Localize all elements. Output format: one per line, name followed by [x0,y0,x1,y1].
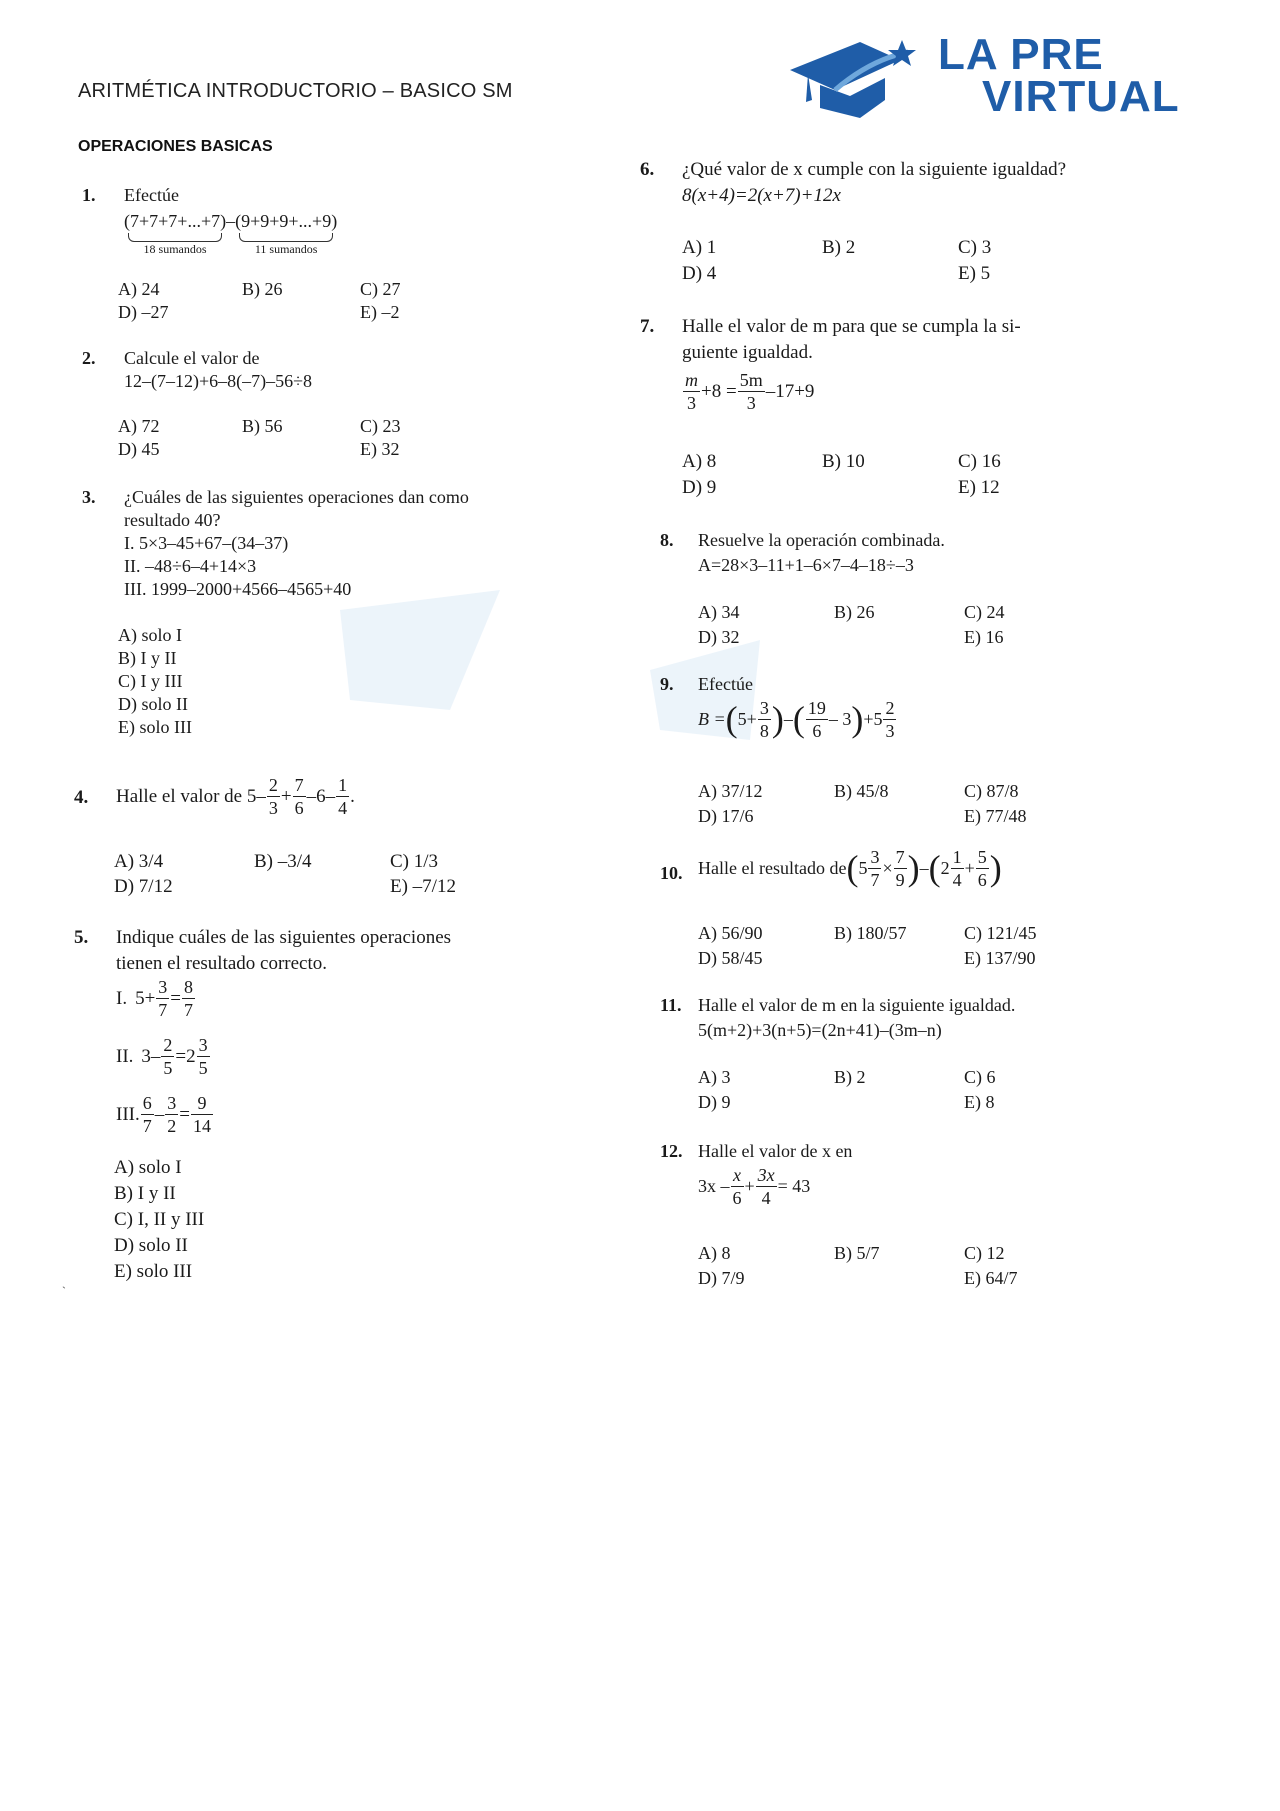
term: +5 [863,709,883,729]
numerator: 3 [759,698,769,718]
paren-open: ( [928,848,941,888]
option-d: D) 7/12 [114,876,173,897]
question-prompt: Halle el valor de m en la siguiente igualdad. [698,995,1016,1015]
numerator: 3 [198,1035,208,1055]
paren-close: ) [851,699,864,739]
question-11 [660,994,1200,1114]
denominator: 5 [198,1058,208,1078]
numerator: 3 [870,847,880,867]
term: –17+9 [765,381,815,402]
option-d: D) –27 [118,302,169,322]
option-a: A) solo I [118,625,182,645]
paren-open: ( [792,699,805,739]
term: = 43 [777,1176,811,1196]
fraction [951,848,964,889]
numerator: 2 [885,698,895,718]
question-number: 10. [660,863,683,883]
fraction [197,1036,210,1077]
option-d: D) 9 [698,1092,731,1112]
option-a: A) 56/90 [698,923,763,943]
fraction [161,1036,174,1077]
paren-close: ) [989,848,1002,888]
option-a: A) 34 [698,602,740,622]
label-b: 11 sumandos [254,242,318,256]
operator: – [154,1104,165,1125]
fraction [883,699,896,740]
denominator: 9 [895,870,905,890]
question-number: 3. [82,487,96,507]
expr-a: (7+7+7+...+7) [124,211,227,231]
option-a: A) 3 [698,1067,731,1087]
question-prompt: Calcule el valor de [124,348,260,368]
option-b: B) I y II [118,648,177,668]
question-9 [660,673,1200,833]
fraction [683,371,700,412]
question-number: 7. [640,316,655,337]
denominator: 6 [732,1188,742,1208]
option-c: C) 12 [964,1243,1005,1263]
question-number: 11. [660,995,682,1015]
denominator: 8 [759,721,769,741]
option-d: D) 32 [698,627,740,647]
question-number: 5. [74,927,89,948]
question-expression [116,776,355,817]
question-prompt: Efectúe [124,185,179,205]
statement-label: III. [116,1104,140,1125]
numerator: 1 [952,847,962,867]
term: 5+ [135,988,156,1009]
fraction-2 [293,776,306,817]
option-b: B) –3/4 [254,851,312,872]
statement-ii: II. –48÷6–4+14×3 [124,556,257,576]
denominator: 2 [167,1116,177,1136]
option-c: C) 6 [964,1067,996,1087]
question-prompt-line1: Halle el valor de m para que se cumpla la si- [682,316,1021,337]
section-title: OPERACIONES BASICAS [78,138,273,155]
equals: =2 [175,1046,196,1067]
fraction [156,978,169,1019]
question-5 [74,926,594,1286]
question-prompt: Resuelve la operación combinada. [698,530,945,550]
option-d: D) 45 [118,439,160,459]
fraction [165,1094,178,1135]
fraction [191,1094,213,1135]
underbrace-b [235,210,337,256]
numerator: 19 [807,698,826,718]
option-b: B) 10 [822,451,865,472]
denominator: 5 [163,1058,173,1078]
option-b: B) 56 [242,416,283,436]
fraction [806,699,828,740]
option-e: E) 8 [964,1092,995,1112]
question-expression [682,371,814,412]
option-c: C) 87/8 [964,781,1019,801]
graduation-cap-icon [790,30,930,120]
prompt-text: Halle el valor de 5– [116,786,266,807]
question-expression [698,699,897,740]
question-number: 2. [82,348,96,368]
option-a: A) 8 [682,451,717,472]
option-a: A) 72 [118,416,160,436]
fraction-1 [267,776,280,817]
whole: 2 [940,858,950,878]
option-c: C) I y III [118,671,183,691]
question-prompt-line1: Indique cuáles de las siguientes operaciones [116,927,452,948]
option-e: E) 77/48 [964,806,1027,826]
question-number: 6. [640,159,655,180]
numerator: 8 [184,977,194,997]
option-b: B) 45/8 [834,781,889,801]
option-e: E) 32 [360,439,400,459]
numerator: 9 [191,1094,213,1115]
option-d: D) 7/9 [698,1268,745,1288]
denominator: 7 [870,870,880,890]
option-d: D) solo II [114,1235,188,1256]
option-b: B) 2 [822,237,856,258]
question-prompt-line2: tienen el resultado correcto. [116,953,328,974]
numerator: 2 [163,1035,173,1055]
statement-i [116,978,196,1019]
question-4 [74,776,594,906]
question-10 [660,848,1200,978]
option-d: D) solo II [118,694,188,714]
numerator: 5m [739,370,763,390]
label-a: 18 sumandos [143,242,207,256]
logo [790,30,1190,120]
denominator: 6 [977,870,987,890]
question-expression: 12–(7–12)+6–8(–7)–56÷8 [124,371,313,391]
option-c: C) 3 [958,237,992,258]
question-expression [698,848,1002,889]
option-e: E) –2 [360,302,400,322]
expr-b: (9+9+9+...+9) [235,211,338,231]
statement-iii [116,1094,214,1135]
statement-i: I. 5×3–45+67–(34–37) [124,533,289,553]
term: 3– [141,1046,161,1067]
denominator: 3 [885,721,895,741]
operator: × [882,858,893,878]
fraction-3 [336,776,349,817]
fraction [868,848,881,889]
option-c: C) 24 [964,602,1005,622]
option-d: D) 4 [682,263,717,284]
option-a: A) 3/4 [114,851,164,872]
question-6 [640,158,1200,288]
denominator: 4 [338,798,348,818]
paren-close: ) [771,699,784,739]
option-c: C) 121/45 [964,923,1037,943]
option-a: A) 24 [118,279,160,299]
statement-label: II. [116,1046,134,1067]
fraction [141,1094,154,1135]
term: 5+ [737,709,757,729]
operator: – [919,858,929,878]
minus-sign: – [226,211,236,231]
option-a: A) solo I [114,1157,182,1178]
question-number: 8. [660,530,674,550]
option-e: E) solo III [118,717,192,737]
option-c: C) 27 [360,279,401,299]
question-7 [640,315,1200,505]
question-number: 1. [82,185,96,205]
term: 3x – [698,1176,730,1196]
denominator: 7 [184,1000,194,1020]
fraction [182,978,195,1019]
option-d: D) 17/6 [698,806,754,826]
option-b: B) 180/57 [834,923,907,943]
option-a: A) 1 [682,237,717,258]
question-prompt-line2: guiente igualdad. [682,342,813,363]
fraction [894,848,907,889]
option-c: C) 23 [360,416,401,436]
numerator: 1 [338,775,348,795]
numerator: 2 [268,775,278,795]
question-expression: 8(x+4)=2(x+7)+12x [682,185,841,206]
question-prompt: ¿Qué valor de x cumple con la siguiente igualdad? [682,159,1067,180]
statement-iii: III. 1999–2000+4566–4565+40 [124,579,352,599]
option-d: D) 58/45 [698,948,763,968]
option-d: D) 9 [682,477,717,498]
option-e: E) –7/12 [390,876,456,897]
denominator: 3 [687,393,696,413]
option-b: B) 26 [242,279,283,299]
denominator: 3 [268,798,278,818]
question-expression: A=28×3–11+1–6×7–4–18÷–3 [698,555,914,575]
denominator: 4 [761,1188,771,1208]
operator: –6– [306,786,336,807]
logo-line1: LA PRE [938,30,1104,79]
fraction [976,848,989,889]
question-12 [660,1140,1200,1290]
question-expression [124,210,337,256]
document-title: ARITMÉTICA INTRODUCTORIO – BASICO SM [78,80,513,102]
numerator: 3 [167,1093,177,1113]
operator: – [783,709,793,729]
question-3 [82,486,582,736]
numerator: 3x [757,1165,775,1185]
denominator: 4 [952,870,962,890]
question-8 [660,529,1200,649]
option-e: E) 137/90 [964,948,1036,968]
operator: + [744,1176,755,1196]
question-prompt: Efectúe [698,674,753,694]
question-1 [82,184,582,334]
logo-line2: VIRTUAL [982,72,1180,121]
denominator: 6 [294,798,304,818]
prompt-text: Halle el resultado de [698,858,847,878]
fraction [738,371,765,412]
question-prompt: Halle el valor de x en [698,1141,853,1161]
paren-open: ( [846,848,859,888]
question-prompt-line1: ¿Cuáles de las siguientes operaciones dan como [124,487,469,507]
option-e: E) 5 [958,263,991,284]
question-2 [82,347,582,467]
numerator: 7 [895,847,905,867]
statement-ii [116,1036,211,1077]
option-c: C) 16 [958,451,1001,472]
option-a: A) 8 [698,1243,731,1263]
option-c: C) I, II y III [114,1209,205,1230]
denominator: 6 [812,721,822,741]
question-expression [698,1166,810,1207]
stray-mark: ` [62,1284,66,1298]
equals: = [170,988,182,1009]
option-e: E) 12 [958,477,1000,498]
question-number: 4. [74,787,89,808]
question-prompt-line2: resultado 40? [124,510,221,530]
period: . [350,786,355,807]
question-expression: 5(m+2)+3(n+5)=(2n+41)–(3m–n) [698,1020,942,1040]
operator: + [280,786,292,807]
option-b: B) 26 [834,602,875,622]
numerator: 5 [977,847,987,867]
whole: 5 [858,858,868,878]
numerator: x [731,1166,744,1187]
underbrace-a [124,210,226,256]
option-b: B) 5/7 [834,1243,880,1263]
brace-b [239,233,333,242]
statement-label: I. [116,988,128,1009]
denominator: 3 [746,393,756,413]
option-e: E) solo III [114,1261,193,1282]
question-number: 9. [660,674,674,694]
numerator: 7 [294,775,304,795]
numerator: m [685,370,698,390]
question-number: 12. [660,1141,683,1161]
option-c: C) 1/3 [390,851,439,872]
option-a: A) 37/12 [698,781,763,801]
paren-close: ) [907,848,920,888]
denominator: 7 [142,1116,152,1136]
fraction [756,1166,777,1207]
brace-a [128,233,222,242]
numerator: 3 [158,977,168,997]
operator: + [964,858,975,878]
option-b: B) I y II [114,1183,176,1204]
denominator: 14 [192,1116,211,1136]
denominator: 7 [158,1000,168,1020]
fraction [731,1166,744,1207]
term: – 3 [828,709,852,729]
option-e: E) 64/7 [964,1268,1018,1288]
lhs: B = [698,709,726,729]
equals: = [179,1104,190,1125]
paren-open: ( [725,699,738,739]
term: +8 = [701,381,737,402]
fraction [758,699,771,740]
option-e: E) 16 [964,627,1004,647]
numerator: 6 [142,1093,152,1113]
option-b: B) 2 [834,1067,866,1087]
